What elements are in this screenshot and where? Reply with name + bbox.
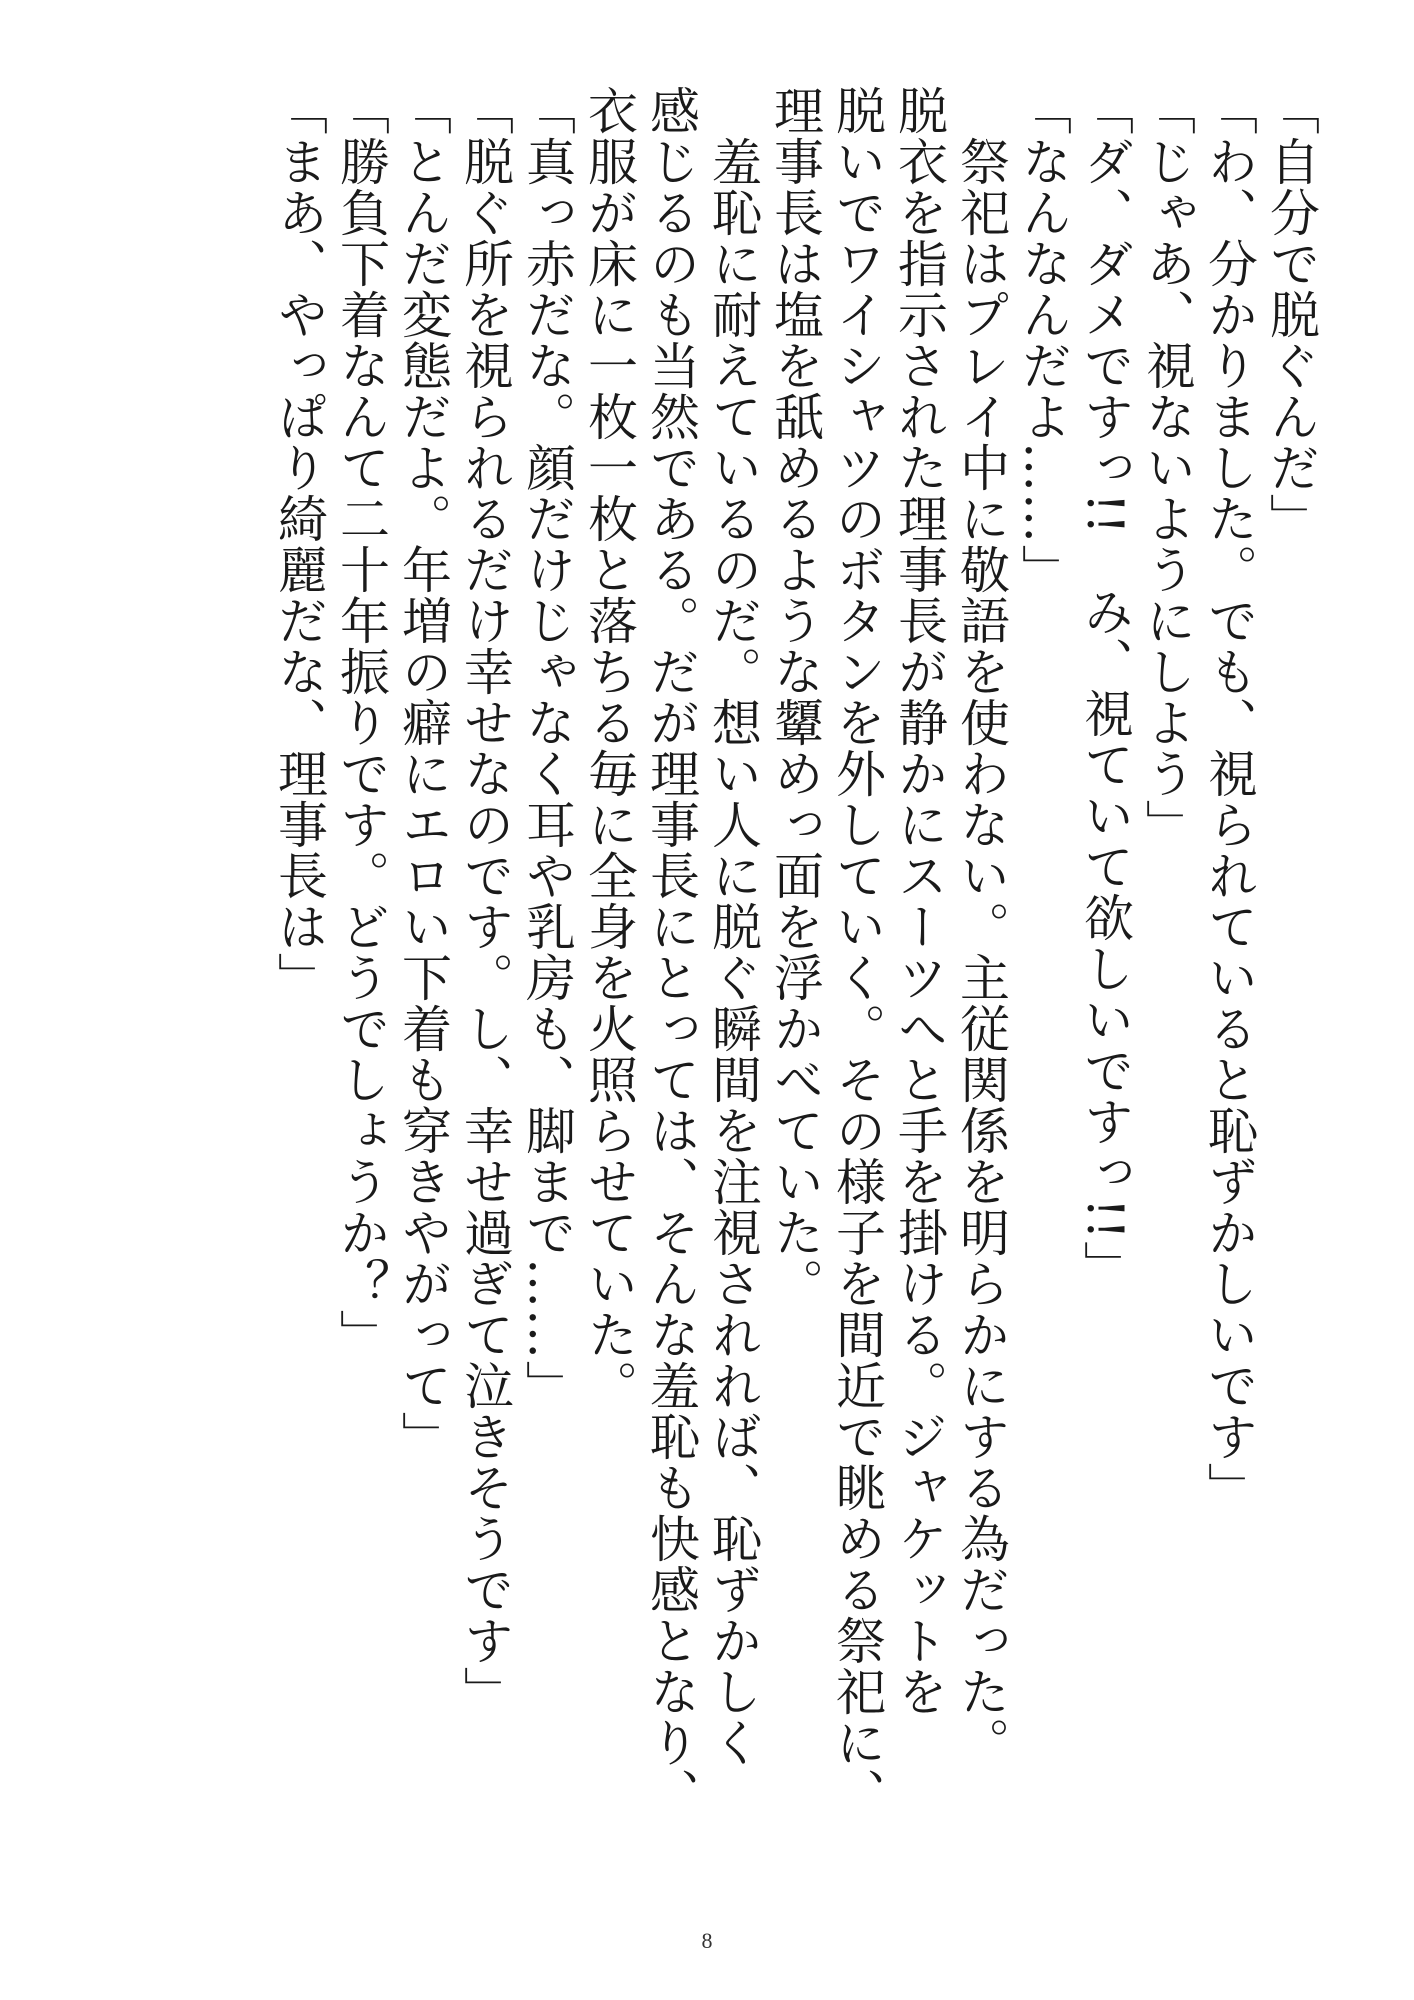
text-line: 「真っ赤だな。顔だけじゃなく耳や乳房も、脚まで……」 — [518, 85, 576, 1411]
text-line: 脱衣を指示された理事長が静かにスーツへと手を掛ける。ジャケットを — [890, 85, 948, 1717]
text-line: 「脱ぐ所を視られるだけ幸せなのです。し、幸せ過ぎて泣きそうです」 — [456, 85, 514, 1717]
text-line: 「まあ、やっぱり綺麗だな、理事長は」 — [270, 85, 328, 1003]
text-line: 「とんだ変態だよ。年増の癖にエロい下着も穿きやがって」 — [394, 85, 452, 1462]
text-line: 「なんなんだよ……」 — [1014, 85, 1072, 595]
text-line: 祭祀はプレイ中に敬語を使わない。主従関係を明らかにする為だった。 — [952, 85, 1010, 1768]
text-line: 羞恥に耐えているのだ。想い人に脱ぐ瞬間を注視されれば、恥ずかしく — [704, 85, 762, 1768]
text-line: 脱いでワイシャツのボタンを外していく。その様子を間近で眺める祭祀に、 — [828, 85, 886, 1819]
page-number: 8 — [701, 1928, 713, 1953]
text-line: 「じゃあ、視ないようにしよう」 — [1138, 85, 1196, 850]
text-line: 感じるのも当然である。だが理事長にとっては、そんな羞恥も快感となり、 — [642, 85, 700, 1819]
vertical-text-body — [268, 85, 1322, 1845]
text-line: 「自分で脱ぐんだ」 — [1262, 85, 1320, 544]
text-line: 「わ、分かりました。でも、視られていると恥ずかしいです」 — [1200, 85, 1258, 1513]
text-line: 衣服が床に一枚一枚と落ちる毎に全身を火照らせていた。 — [580, 85, 638, 1411]
text-line: 理事長は塩を舐めるような顰めっ面を浮かべていた。 — [766, 85, 824, 1309]
text-line: 「勝負下着なんて二十年振りです。どうでしょうか？」 — [332, 85, 390, 1360]
text-line: 「ダ、ダメですっ!! み、視ていて欲しいですっ!!」 — [1076, 85, 1134, 1292]
